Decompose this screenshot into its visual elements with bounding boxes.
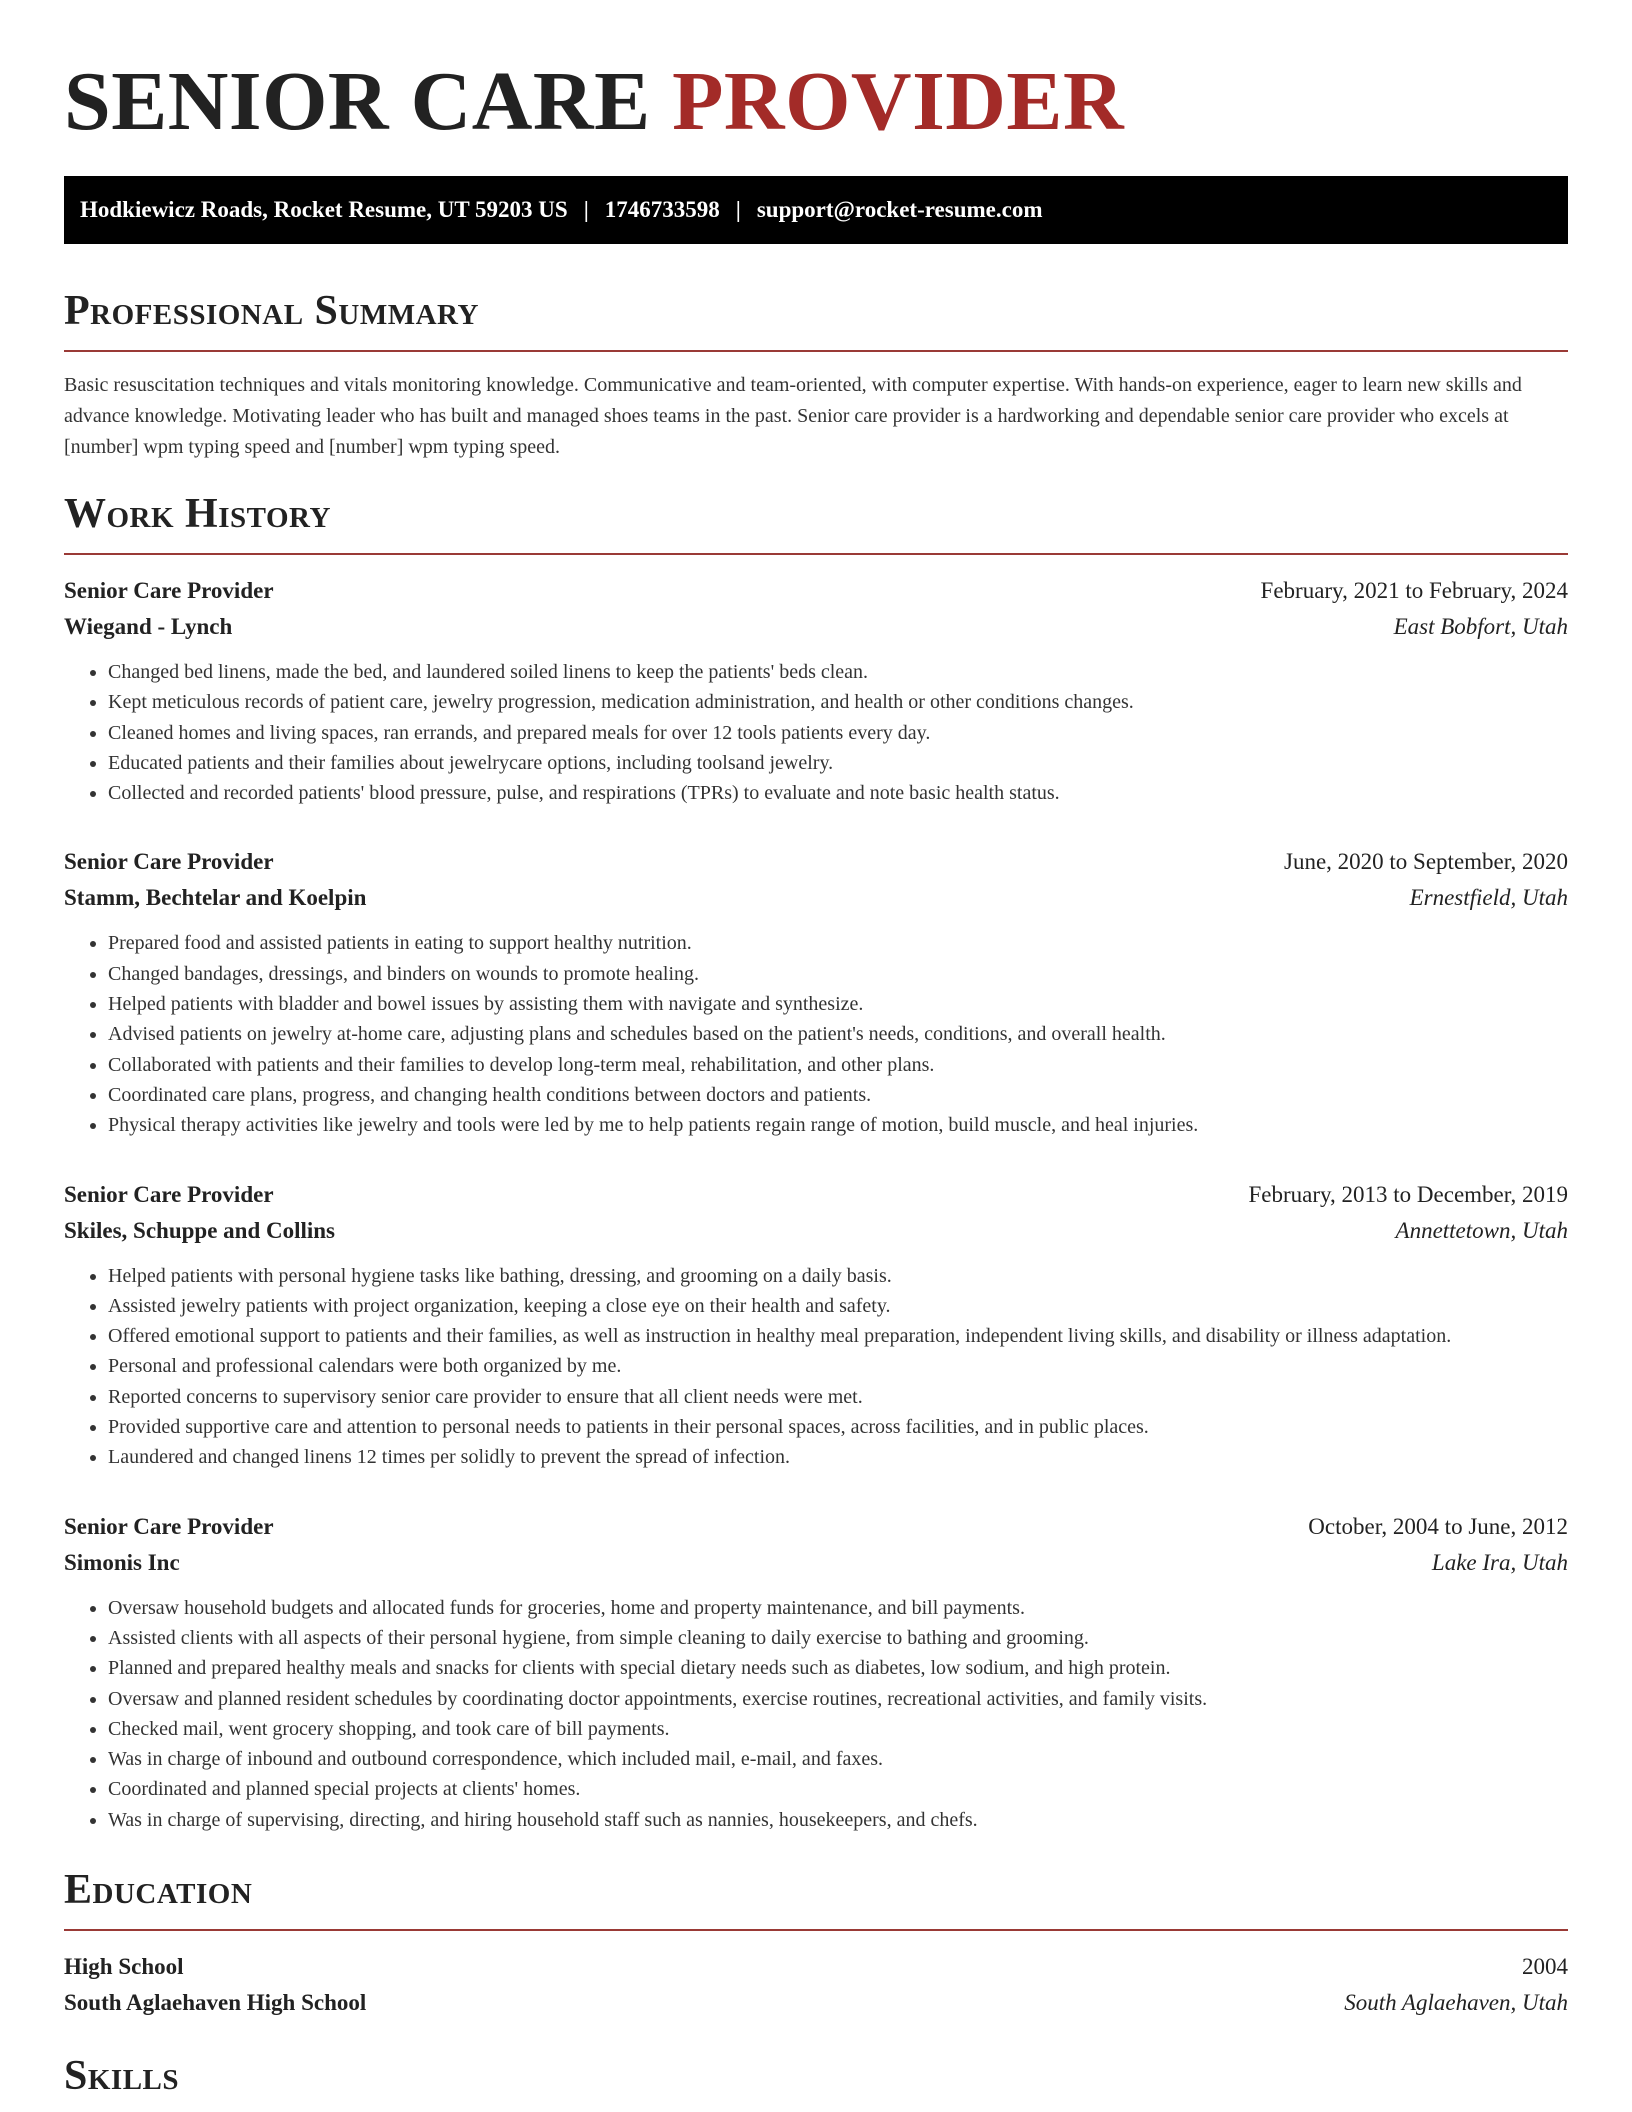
- section-divider: [64, 350, 1568, 352]
- list-item: • Oversaw household budgets and allocated funds for groceries, home and property maintenance, and bill payments.: [108, 1593, 1568, 1623]
- job-location: Annettetown, Utah: [1395, 1217, 1568, 1243]
- list-item: • Advised patients on jewelry at-home care, adjusting plans and schedules based on the patient's needs, conditions, and overall health.: [108, 1019, 1568, 1049]
- education-school: South Aglaehaven High School: [64, 1990, 367, 2016]
- list-item: • Collected and recorded patients' blood pressure, pulse, and respirations (TPRs) to evaluate and note basic health status.: [108, 778, 1568, 808]
- job-title: Senior Care Provider: [64, 849, 274, 875]
- section-divider: [64, 1929, 1568, 1931]
- job-company: Skiles, Schuppe and Collins: [64, 1217, 336, 1243]
- list-item: • Prepared food and assisted patients in eating to support healthy nutrition.: [108, 928, 1568, 958]
- list-item: • Assisted clients with all aspects of their personal hygiene, from simple cleaning to daily exercise to bathing and grooming.: [108, 1623, 1568, 1653]
- list-item: • Offered emotional support to patients and their families, as well as instruction in healthy meal preparation, independent living skills, and disability or illness adaptation.: [108, 1321, 1568, 1351]
- job-bullets: [64, 1261, 1568, 1473]
- list-item: • Checked mail, went grocery shopping, and took care of bill payments.: [108, 1714, 1568, 1744]
- list-item: • Personal and professional calendars were both organized by me.: [108, 1351, 1568, 1381]
- contact-bar: [64, 176, 1568, 244]
- education-section: [64, 1865, 1568, 2021]
- list-item: • Oversaw and planned resident schedules by coordinating doctor appointments, exercise routines, recreational activities, and family visits.: [108, 1684, 1568, 1714]
- skills-heading: Skills: [64, 2053, 180, 2100]
- education-heading: Education: [64, 1867, 253, 1914]
- summary-text: Basic resuscitation techniques and vitals monitoring knowledge. Communicative and team-oriented, with computer expertise. With hands-on experience, eager to learn new skills and advance knowledge. Motivating leader who has built and managed shoes teams in the past. Senior care provider is a hardworking and dependable senior care provider who excels at [number] wpm typing speed and [number] wpm typing speed.: [64, 374, 1522, 458]
- list-item: • Physical therapy activities like jewelry and tools were led by me to help patients regain range of motion, build muscle, and heal injuries.: [108, 1110, 1568, 1140]
- education-location: South Aglaehaven, Utah: [1344, 1990, 1568, 2016]
- job-entry: [64, 1509, 1568, 1835]
- list-item: • Reported concerns to supervisory senior care provider to ensure that all client needs were met.: [108, 1382, 1568, 1412]
- job-entry: [64, 573, 1568, 808]
- education-year: 2004: [1522, 1954, 1568, 1980]
- job-location: Ernestfield, Utah: [1409, 885, 1568, 911]
- section-divider: [64, 553, 1568, 555]
- list-item: • Laundered and changed linens 12 times per solidly to prevent the spread of infection.: [108, 1442, 1568, 1472]
- job-location: Lake Ira, Utah: [1431, 1549, 1568, 1575]
- list-item: • Provided supportive care and attention to personal needs to patients in their personal spaces, across facilities, and in public places.: [108, 1412, 1568, 1442]
- contact-email: support@rocket-resume.com: [756, 197, 1043, 222]
- job-dates: October, 2004 to June, 2012: [1308, 1513, 1568, 1539]
- contact-separator: |: [735, 197, 741, 222]
- work-history-section: [64, 489, 1568, 1835]
- job-dates: June, 2020 to September, 2020: [1284, 849, 1568, 875]
- job-title: Senior Care Provider: [64, 578, 274, 603]
- job-dates: February, 2021 to February, 2024: [1260, 578, 1568, 603]
- title-accent: PROVIDER: [672, 55, 1125, 148]
- list-item: • Coordinated and planned special projects at clients' homes.: [108, 1774, 1568, 1804]
- list-item: • Was in charge of inbound and outbound correspondence, which included mail, e-mail, and faxes.: [108, 1744, 1568, 1774]
- skills-section: [64, 2051, 1568, 2101]
- job-title: Senior Care Provider: [64, 1181, 274, 1207]
- job-company: Stamm, Bechtelar and Koelpin: [64, 885, 367, 911]
- contact-separator: |: [583, 197, 589, 222]
- page-title: [64, 0, 1568, 152]
- list-item: • Assisted jewelry patients with project organization, keeping a close eye on their health and safety.: [108, 1291, 1568, 1321]
- list-item: • Cleaned homes and living spaces, ran errands, and prepared meals for over 12 tools patients every day.: [108, 718, 1568, 748]
- work-history-heading: Work History: [64, 491, 331, 537]
- title-main: SENIOR CARE: [64, 55, 651, 148]
- list-item: • Was in charge of supervising, directing, and hiring household staff such as nannies, housekeepers, and chefs.: [108, 1805, 1568, 1835]
- contact-address: Hodkiewicz Roads, Rocket Resume, UT 59203 US: [80, 197, 568, 222]
- job-bullets: [64, 657, 1568, 808]
- job-company: Wiegand - Lynch: [64, 614, 233, 639]
- job-entry: [64, 1177, 1568, 1473]
- education-entry: [64, 1949, 1568, 2021]
- list-item: • Collaborated with patients and their families to develop long-term meal, rehabilitation, and other plans.: [108, 1050, 1568, 1080]
- education-degree: High School: [64, 1954, 184, 1980]
- list-item: • Helped patients with bladder and bowel issues by assisting them with navigate and synthesize.: [108, 989, 1568, 1019]
- job-company: Simonis Inc: [64, 1549, 180, 1575]
- list-item: • Educated patients and their families about jewelrycare options, including toolsand jewelry.: [108, 748, 1568, 778]
- contact-phone: 1746733598: [604, 197, 720, 222]
- job-bullets: [64, 928, 1568, 1140]
- job-bullets: [64, 1593, 1568, 1835]
- job-title: Senior Care Provider: [64, 1513, 274, 1539]
- list-item: • Coordinated care plans, progress, and changing health conditions between doctors and patients.: [108, 1080, 1568, 1110]
- list-item: • Changed bandages, dressings, and binders on wounds to promote healing.: [108, 959, 1568, 989]
- job-entry: [64, 844, 1568, 1140]
- summary-section: [64, 286, 1568, 463]
- job-location: East Bobfort, Utah: [1393, 614, 1568, 639]
- list-item: • Kept meticulous records of patient care, jewelry progression, medication administration, and health or other conditions changes.: [108, 687, 1568, 717]
- summary-heading: Professional Summary: [64, 288, 479, 334]
- job-dates: February, 2013 to December, 2019: [1248, 1181, 1568, 1207]
- list-item: • Helped patients with personal hygiene tasks like bathing, dressing, and grooming on a daily basis.: [108, 1261, 1568, 1291]
- list-item: • Changed bed linens, made the bed, and laundered soiled linens to keep the patients' beds clean.: [108, 657, 1568, 687]
- list-item: • Planned and prepared healthy meals and snacks for clients with special dietary needs such as diabetes, low sodium, and high protein.: [108, 1653, 1568, 1683]
